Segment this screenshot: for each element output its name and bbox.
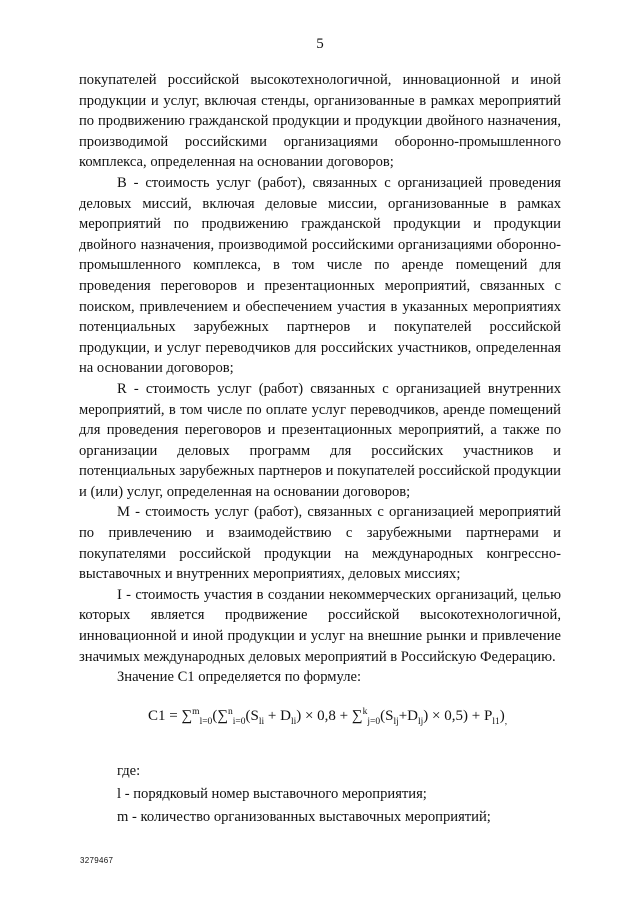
definition-l: l - порядковый номер выставочного мероприятия; (117, 786, 427, 802)
formula-sum-i-lower: i=0 (232, 717, 246, 727)
definitions-list (79, 760, 561, 829)
formula-term-s-index: li (258, 717, 265, 727)
formula-term-s2-index: lj (393, 717, 399, 727)
formula-term-d2: +D (398, 708, 419, 724)
body-text (79, 70, 561, 688)
paragraph-m-definition: M - стоимость услуг (работ), связанных с организацией мероприятий по привлечению и взаимодействию с зарубежными партнерами и покупателями российской продукции на международных конгрессно-выставочных и внутренних мероприятиях, деловых миссиях; (79, 504, 561, 583)
page-number: 5 (316, 36, 324, 52)
definition-where: где: (117, 763, 141, 779)
document-id: 3279467 (80, 856, 114, 865)
formula-sum-j: ∑ (351, 708, 363, 724)
formula-c1 (148, 707, 568, 727)
formula-open-paren: ( (212, 708, 218, 724)
paragraph-r-definition: R - стоимость услуг (работ) связанных с организацией внутренних мероприятий, в том числе по оплате услуг переводчиков, аренде помещений для проведения переговоров и презентационных мероприятий, а также по организации деловых программ для российских участников и потенциальных зарубежных партнеров и покупателей российской продукции и (или) услуг, определенная на основании договоров; (79, 380, 561, 500)
formula-sum-l-lower: l=0 (199, 717, 213, 727)
formula-sum-l-upper: m (192, 707, 200, 717)
definition-m: m - количество организованных выставочных мероприятий; (117, 809, 491, 825)
formula-term-s2: (S (380, 708, 394, 724)
formula-term-s: (S (245, 708, 259, 724)
formula-term-d2-index: lj (418, 717, 424, 727)
formula-sum-i: ∑ (217, 708, 229, 724)
formula-term-d-index: li (290, 717, 297, 727)
paragraph-formula-intro: Значение C1 определяется по формуле: (117, 669, 362, 686)
formula-sum-j-upper: k (362, 707, 368, 717)
formula-p-index: l1 (492, 717, 500, 727)
formula-coef-1: ) × 0,8 + (296, 708, 352, 724)
paragraph-b-definition: B - стоимость услуг (работ), связанных с организацией проведения деловых миссий, включая деловые миссии, организованные в рамках мероприятий по продвижению гражданской продукции и продукции двойного назначения, производимой российскими организациями оборонно-промышленного комплекса, в том числе по аренде помещений для проведения переговоров и презентационных мероприятий, связанных с поиском, привлечением и обеспечением участия в указанных мероприятиях потенциальных зарубежных партнеров и покупателей российской продукции, и услуг переводчиков для российских участников, определенная на основании договоров; (79, 174, 561, 377)
formula-coef-2: ) × 0,5) + P (423, 708, 493, 724)
paragraph-i-definition: I - стоимость участия в создании некоммерческих организаций, целью которых является продвижение российской высокотехнологичной, инновационной и иной продукции и услуг на внешние рынки и привлечение значимых международных деловых мероприятий в Российскую Федерацию. (79, 586, 561, 665)
paragraph-continuation: покупателей российской высокотехнологичной, инновационной и иной продукции и услуг, включая стенды, организованные в рамках мероприятий по продвижению гражданской продукции и продукции двойного назначения, производимой российскими организациями оборонно-промышленного комплекса, определенная на основании договоров; (79, 72, 561, 171)
formula-sum-j-lower: j=0 (367, 717, 381, 727)
formula-lhs: C1 = (148, 708, 182, 724)
formula-term-d: + D (264, 708, 291, 724)
formula-sum-l: ∑ (181, 708, 193, 724)
formula-sum-i-upper: n (228, 707, 233, 717)
formula-close-paren: ) (499, 708, 505, 724)
formula-trailing-comma: , (504, 717, 508, 727)
